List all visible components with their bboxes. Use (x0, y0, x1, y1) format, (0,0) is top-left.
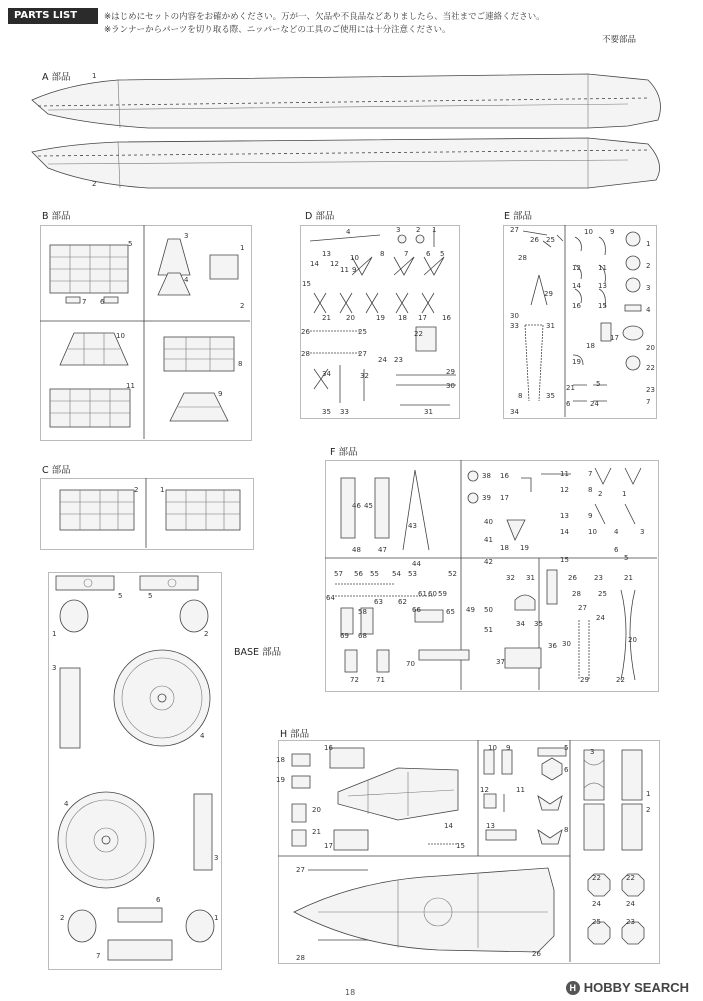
e-part-number: 19 (572, 358, 581, 366)
f-part-number: 8 (588, 486, 593, 494)
d-part-number: 10 (350, 254, 359, 262)
hobby-search-logo-icon: H (566, 981, 580, 995)
d-part-number: 3 (396, 226, 401, 234)
f-part-number: 45 (364, 502, 373, 510)
e-part-number: 24 (590, 400, 599, 408)
f-part-number: 53 (408, 570, 417, 578)
h-part-number: 24 (592, 900, 601, 908)
section-c-label: C 部品 (42, 465, 71, 476)
e-part-number: 14 (572, 282, 581, 290)
h-part-number: 21 (312, 828, 321, 836)
f-part-number: 23 (594, 574, 603, 582)
b-part-number: 11 (126, 382, 135, 390)
h-part-number: 28 (296, 954, 305, 962)
f-part-number: 9 (588, 512, 593, 520)
e-part-number: 22 (646, 364, 655, 372)
d-part-number: 23 (394, 356, 403, 364)
f-part-number: 61 (418, 590, 427, 598)
f-part-number: 27 (578, 604, 587, 612)
d-part-number: 1 (432, 226, 437, 234)
d-part-number: 25 (358, 328, 367, 336)
h-part-number: 12 (480, 786, 489, 794)
e-part-number: 31 (546, 322, 555, 330)
f-part-number: 28 (572, 590, 581, 598)
e-part-number: 35 (546, 392, 555, 400)
parts-list-header: PARTS LIST (8, 8, 98, 24)
e-part-number: 3 (646, 284, 651, 292)
f-part-number: 32 (506, 574, 515, 582)
base-part-number: 1 (52, 630, 57, 638)
f-part-number: 43 (408, 522, 417, 530)
d-part-number: 29 (446, 368, 455, 376)
watermark (566, 980, 689, 995)
f-part-number: 24 (596, 614, 605, 622)
section-a-hull-drawing (28, 68, 668, 198)
h-part-number: 26 (532, 950, 541, 958)
d-part-number: 31 (424, 408, 433, 416)
f-part-number: 56 (354, 570, 363, 578)
f-part-number: 68 (358, 632, 367, 640)
d-part-number: 11 (340, 266, 349, 274)
e-part-number: 18 (586, 342, 595, 350)
f-part-number: 22 (616, 676, 625, 684)
d-part-number: 6 (426, 250, 431, 258)
e-part-number: 16 (572, 302, 581, 310)
f-part-number: 40 (484, 518, 493, 526)
f-part-number: 10 (588, 528, 597, 536)
h-part-number: 19 (276, 776, 285, 784)
h-part-number: 8 (564, 826, 569, 834)
f-part-number: 66 (412, 606, 421, 614)
f-part-number: 19 (520, 544, 529, 552)
h-part-number: 27 (296, 866, 305, 874)
h-part-number: 22 (626, 874, 635, 882)
h-part-number: 13 (486, 822, 495, 830)
f-part-number: 20 (628, 636, 637, 644)
d-part-number: 12 (330, 260, 339, 268)
note-line-1: ※はじめにセットの内容をお確かめください。万が一、欠品や不良品などありましたら、当社までご連絡ください。 (104, 12, 545, 22)
f-part-number: 29 (580, 676, 589, 684)
a-part-number: 2 (92, 180, 97, 188)
d-part-number: 30 (446, 382, 455, 390)
e-part-number: 12 (572, 264, 581, 272)
d-part-number: 2 (416, 226, 421, 234)
f-part-number: 48 (352, 546, 361, 554)
d-part-number: 26 (301, 328, 310, 336)
f-part-number: 50 (484, 606, 493, 614)
section-h-label: H 部品 (280, 729, 310, 740)
e-part-number: 4 (646, 306, 651, 314)
b-part-number: 5 (128, 240, 133, 248)
section-b-label: B 部品 (42, 211, 71, 222)
e-part-number: 5 (596, 380, 601, 388)
f-part-number: 31 (526, 574, 535, 582)
f-part-number: 34 (516, 620, 525, 628)
e-part-number: 10 (584, 228, 593, 236)
b-part-number: 6 (100, 298, 105, 306)
b-part-number: 10 (116, 332, 125, 340)
f-part-number: 62 (398, 598, 407, 606)
b-part-number: 1 (240, 244, 245, 252)
d-part-number: 8 (380, 250, 385, 258)
h-part-number: 6 (564, 766, 569, 774)
f-part-number: 6 (614, 546, 619, 554)
f-part-number: 11 (560, 470, 569, 478)
f-part-number: 30 (562, 640, 571, 648)
f-part-number: 5 (624, 554, 629, 562)
e-part-number: 7 (646, 398, 651, 406)
f-part-number: 15 (560, 556, 569, 564)
d-part-number: 24 (378, 356, 387, 364)
c-part-number: 1 (160, 486, 165, 494)
d-part-number: 20 (346, 314, 355, 322)
h-part-number: 5 (564, 744, 569, 752)
base-part-number: 5 (148, 592, 153, 600)
f-part-number: 14 (560, 528, 569, 536)
d-part-number: 13 (322, 250, 331, 258)
page-number: 18 (345, 988, 356, 997)
f-part-number: 1 (622, 490, 627, 498)
d-part-number: 19 (376, 314, 385, 322)
watermark-brand: HOBBY SEARCH (583, 980, 689, 995)
d-part-number: 9 (352, 266, 357, 274)
a-part-number: 1 (92, 72, 97, 80)
e-part-number: 17 (610, 334, 619, 342)
h-part-number: 14 (444, 822, 453, 830)
h-part-number: 9 (506, 744, 511, 752)
f-part-number: 3 (640, 528, 645, 536)
b-part-number: 9 (218, 390, 223, 398)
f-part-number: 21 (624, 574, 633, 582)
f-part-number: 63 (374, 598, 383, 606)
e-part-number: 8 (518, 392, 523, 400)
h-part-number: 2 (646, 806, 651, 814)
e-part-number: 11 (598, 264, 607, 272)
unused-parts-label: 不要部品 (602, 35, 637, 45)
h-part-number: 20 (312, 806, 321, 814)
base-part-number: 6 (156, 896, 161, 904)
e-part-number: 27 (510, 226, 519, 234)
d-part-number: 27 (358, 350, 367, 358)
base-part-number: 3 (214, 854, 219, 862)
f-part-number: 38 (482, 472, 491, 480)
f-part-number: 7 (588, 470, 593, 478)
d-part-number: 17 (418, 314, 427, 322)
f-part-number: 58 (358, 608, 367, 616)
e-part-number: 34 (510, 408, 519, 416)
d-part-number: 7 (404, 250, 409, 258)
e-part-number: 30 (510, 312, 519, 320)
base-part-number: 2 (204, 630, 209, 638)
section-base-drawing (48, 572, 220, 968)
base-part-number: 4 (64, 800, 69, 808)
f-part-number: 65 (446, 608, 455, 616)
f-part-number: 71 (376, 676, 385, 684)
f-part-number: 42 (484, 558, 493, 566)
note-line-2: ※ランナーからパーツを切り取る際、ニッパーなどの工具のご使用には十分注意ください。 (104, 25, 451, 35)
e-part-number: 13 (598, 282, 607, 290)
b-part-number: 4 (184, 276, 189, 284)
f-part-number: 72 (350, 676, 359, 684)
c-part-number: 2 (134, 486, 139, 494)
f-part-number: 54 (392, 570, 401, 578)
h-part-number: 3 (590, 748, 595, 756)
h-part-number: 24 (626, 900, 635, 908)
base-part-number: 4 (200, 732, 205, 740)
f-part-number: 26 (568, 574, 577, 582)
f-part-number: 35 (534, 620, 543, 628)
f-part-number: 12 (560, 486, 569, 494)
e-part-number: 28 (518, 254, 527, 262)
f-part-number: 36 (548, 642, 557, 650)
b-part-number: 7 (82, 298, 87, 306)
e-part-number: 9 (610, 228, 615, 236)
e-part-number: 23 (646, 386, 655, 394)
h-part-number: 1 (646, 790, 651, 798)
f-part-number: 17 (500, 494, 509, 502)
section-base-label: BASE 部品 (234, 647, 282, 658)
f-part-number: 69 (340, 632, 349, 640)
base-part-number: 7 (96, 952, 101, 960)
f-part-number: 25 (598, 590, 607, 598)
e-part-number: 1 (646, 240, 651, 248)
d-part-number: 5 (440, 250, 445, 258)
f-part-number: 51 (484, 626, 493, 634)
h-part-number: 11 (516, 786, 525, 794)
e-part-number: 2 (646, 262, 651, 270)
f-part-number: 39 (482, 494, 491, 502)
h-part-number: 18 (276, 756, 285, 764)
h-part-number: 16 (324, 744, 333, 752)
section-e-label: E 部品 (504, 211, 533, 222)
e-part-number: 20 (646, 344, 655, 352)
d-part-number: 28 (301, 350, 310, 358)
e-part-number: 21 (566, 384, 575, 392)
f-part-number: 60 (428, 590, 437, 598)
e-part-number: 33 (510, 322, 519, 330)
section-h-drawing (278, 740, 658, 962)
base-part-number: 1 (214, 914, 219, 922)
f-part-number: 46 (352, 502, 361, 510)
f-part-number: 41 (484, 536, 493, 544)
e-part-number: 15 (598, 302, 607, 310)
e-part-number: 29 (544, 290, 553, 298)
d-part-number: 33 (340, 408, 349, 416)
e-part-number: 26 (530, 236, 539, 244)
d-part-number: 34 (322, 370, 331, 378)
f-part-number: 44 (412, 560, 421, 568)
b-part-number: 3 (184, 232, 189, 240)
f-part-number: 55 (370, 570, 379, 578)
f-part-number: 70 (406, 660, 415, 668)
f-part-number: 37 (496, 658, 505, 666)
d-part-number: 22 (414, 330, 423, 338)
e-part-number: 25 (546, 236, 555, 244)
h-part-number: 15 (456, 842, 465, 850)
f-part-number: 16 (500, 472, 509, 480)
h-part-number: 22 (592, 874, 601, 882)
f-part-number: 2 (598, 490, 603, 498)
d-part-number: 21 (322, 314, 331, 322)
h-part-number: 10 (488, 744, 497, 752)
section-f-label: F 部品 (330, 447, 358, 458)
section-c-drawing (40, 478, 252, 548)
d-part-number: 15 (302, 280, 311, 288)
d-part-number: 4 (346, 228, 351, 236)
section-b-drawing (40, 225, 250, 439)
d-part-number: 18 (398, 314, 407, 322)
base-part-number: 5 (118, 592, 123, 600)
b-part-number: 2 (240, 302, 245, 310)
f-part-number: 64 (326, 594, 335, 602)
e-part-number: 6 (566, 400, 571, 408)
f-part-number: 18 (500, 544, 509, 552)
b-part-number: 8 (238, 360, 243, 368)
f-part-number: 4 (614, 528, 619, 536)
f-part-number: 59 (438, 590, 447, 598)
d-part-number: 14 (310, 260, 319, 268)
h-part-number: 25 (592, 918, 601, 926)
h-part-number: 17 (324, 842, 333, 850)
h-part-number: 23 (626, 918, 635, 926)
f-part-number: 47 (378, 546, 387, 554)
f-part-number: 13 (560, 512, 569, 520)
section-d-label: D 部品 (305, 211, 335, 222)
d-part-number: 16 (442, 314, 451, 322)
section-a-label: A 部品 (42, 72, 71, 83)
d-part-number: 32 (360, 372, 369, 380)
f-part-number: 52 (448, 570, 457, 578)
f-part-number: 49 (466, 606, 475, 614)
base-part-number: 3 (52, 664, 57, 672)
base-part-number: 2 (60, 914, 65, 922)
d-part-number: 35 (322, 408, 331, 416)
f-part-number: 57 (334, 570, 343, 578)
